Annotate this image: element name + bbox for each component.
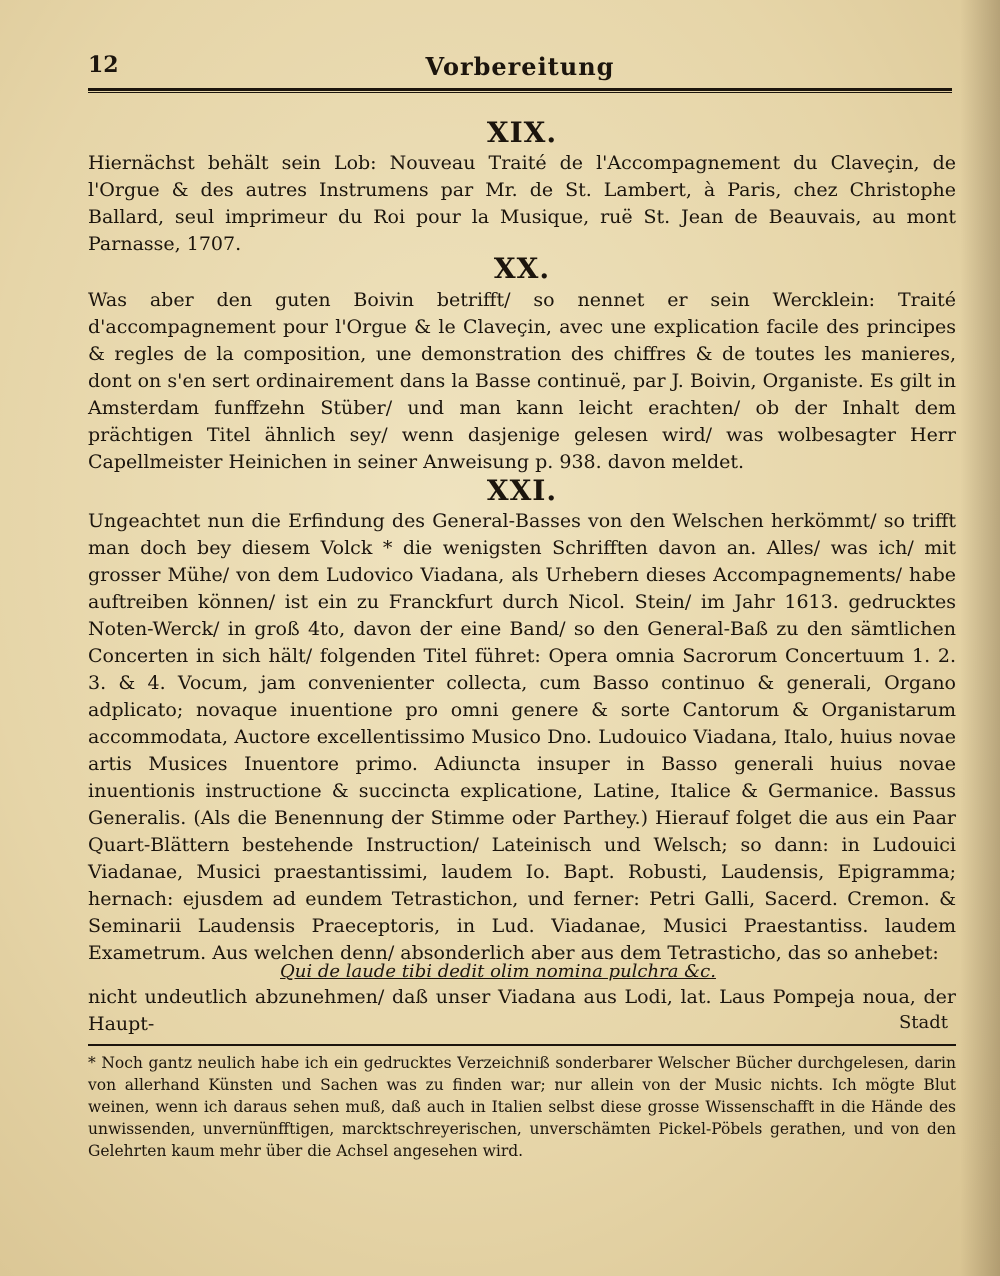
section-heading-xxi: XXI.: [486, 474, 558, 507]
section-paragraph-xix: Hiernächst behält sein Lob: Nouveau Traité de l'Accompagnement du Claveçin, de l'Orgue & des autres Instrumens par Mr. de St. Lambert, à Paris, chez Christophe Ballard, seul imprimeur du Roi pour la Musique, ruë St. Jean de Beauvais, au mont Parnasse, 1707.: [88, 152, 956, 255]
header-title: Vorbereitung: [425, 52, 615, 81]
section-paragraph-xxi: Ungeachtet nun die Erfindung des General-Basses von den Welschen herkömmt/ so trifft man doch bey diesem Volck * die wenigsten Schrifften davon an. Alles/ was ich/ mit grosser Mühe/ von dem Ludovico Viadana, als Urhebern dieses Accompagnements/ habe auftreiben können/ ist ein zu Franckfurt durch Nicol. Stein/ im Jahr 1613. gedrucktes Noten-Werck/ in groß 4to, davon der eine Band/ so den General-Baß zu den sämtlichen Concerten in sich hält/ folgenden Titel führet: Opera omnia Sacrorum Concertuum 1. 2. 3. & 4. Vocum, jam convenienter collecta, cum Basso continuo & generali, Organo adplicato; novaque inuentione pro omni genere & sorte Cantorum & Organistarum accommodata, Auctore excellentissimo Musico Dno. Ludouico Viadana, Italo, huius novae artis Musices Inuentore primo. Adiuncta insuper in Basso generali huius novae inuentionis instructione & succincta explicatione, Latine, Italice & Germanice. Bassus Generalis. (Als die Benennung der Stimme oder Parthey.) Hierauf folget die aus ein Paar Quart-Blättern bestehende Instruction/ Lateinisch und Welsch; so dann: in Ludouici Viadanae, Musici praestantissimi, laudem Io. Bapt. Robusti, Laudensis, Epigramma; hernach: ejusdem ad eundem Tetrastichon, und ferner: Petri Galli, Sacerd. Cremon. & Seminarii Laudensis Praeceptoris, in Lud. Viadanae, Musici Praestantiss. laudem Exametrum. Aus welchen denn/ absonderlich aber aus dem Tetrasticho, das so anhebet:: [88, 510, 956, 964]
quoted-verse: Qui de laude tibi dedit olim nomina pulchra &c.: [280, 961, 716, 982]
page-number: 12: [88, 52, 119, 78]
running-head: [88, 52, 952, 82]
section-heading-xx: XX.: [493, 252, 551, 285]
section-paragraph-xx: Was aber den guten Boivin betrifft/ so nennet er sein Wercklein: Traité d'accompagnement pour l'Orgue & le Claveçin, avec une explication facile des principes & regles de la composition, une demonstration des chiffres & de toutes les manieres, dont on s'en sert ordinairement dans la Basse continuë, par J. Boivin, Organiste. Es gilt in Amsterdam funffzehn Stüber/ und man kann leicht erachten/ ob der Inhalt dem prächtigen Titel ähnlich sey/ wenn dasjenige gelesen wird/ was wolbesagter Herr Capellmeister Heinichen in seiner Anweisung p. 938. davon meldet.: [88, 289, 956, 473]
section-heading-xix: XIX.: [486, 116, 558, 149]
catchword: Stadt: [898, 1012, 948, 1033]
section-paragraph-xxi-continuation: nicht undeutlich abzunehmen/ daß unser Viadana aus Lodi, lat. Laus Pompeja noua, der Haupt-: [88, 986, 956, 1035]
footnote: [88, 1052, 956, 1162]
footnote-text: * Noch gantz neulich habe ich ein gedrucktes Verzeichniß sonderbarer Welscher Bücher durchgelesen, darin von allerhand Künsten und Sachen was zu finden war; nur allein von der Music nichts. Ich mögte Blut weinen, wenn ich daraus sehen muß, daß auch in Italien selbst diese grosse Wissenschafft in die Hände des unwissenden, unvernünfftigen, marcktschreyerischen, unverschämten Pickel-Pöbels gerathen, und von den Gelehrten kaum mehr über die Achsel angesehen wird.: [88, 1054, 956, 1160]
footnote-rule: [88, 1044, 956, 1046]
header-rule: [88, 88, 952, 93]
